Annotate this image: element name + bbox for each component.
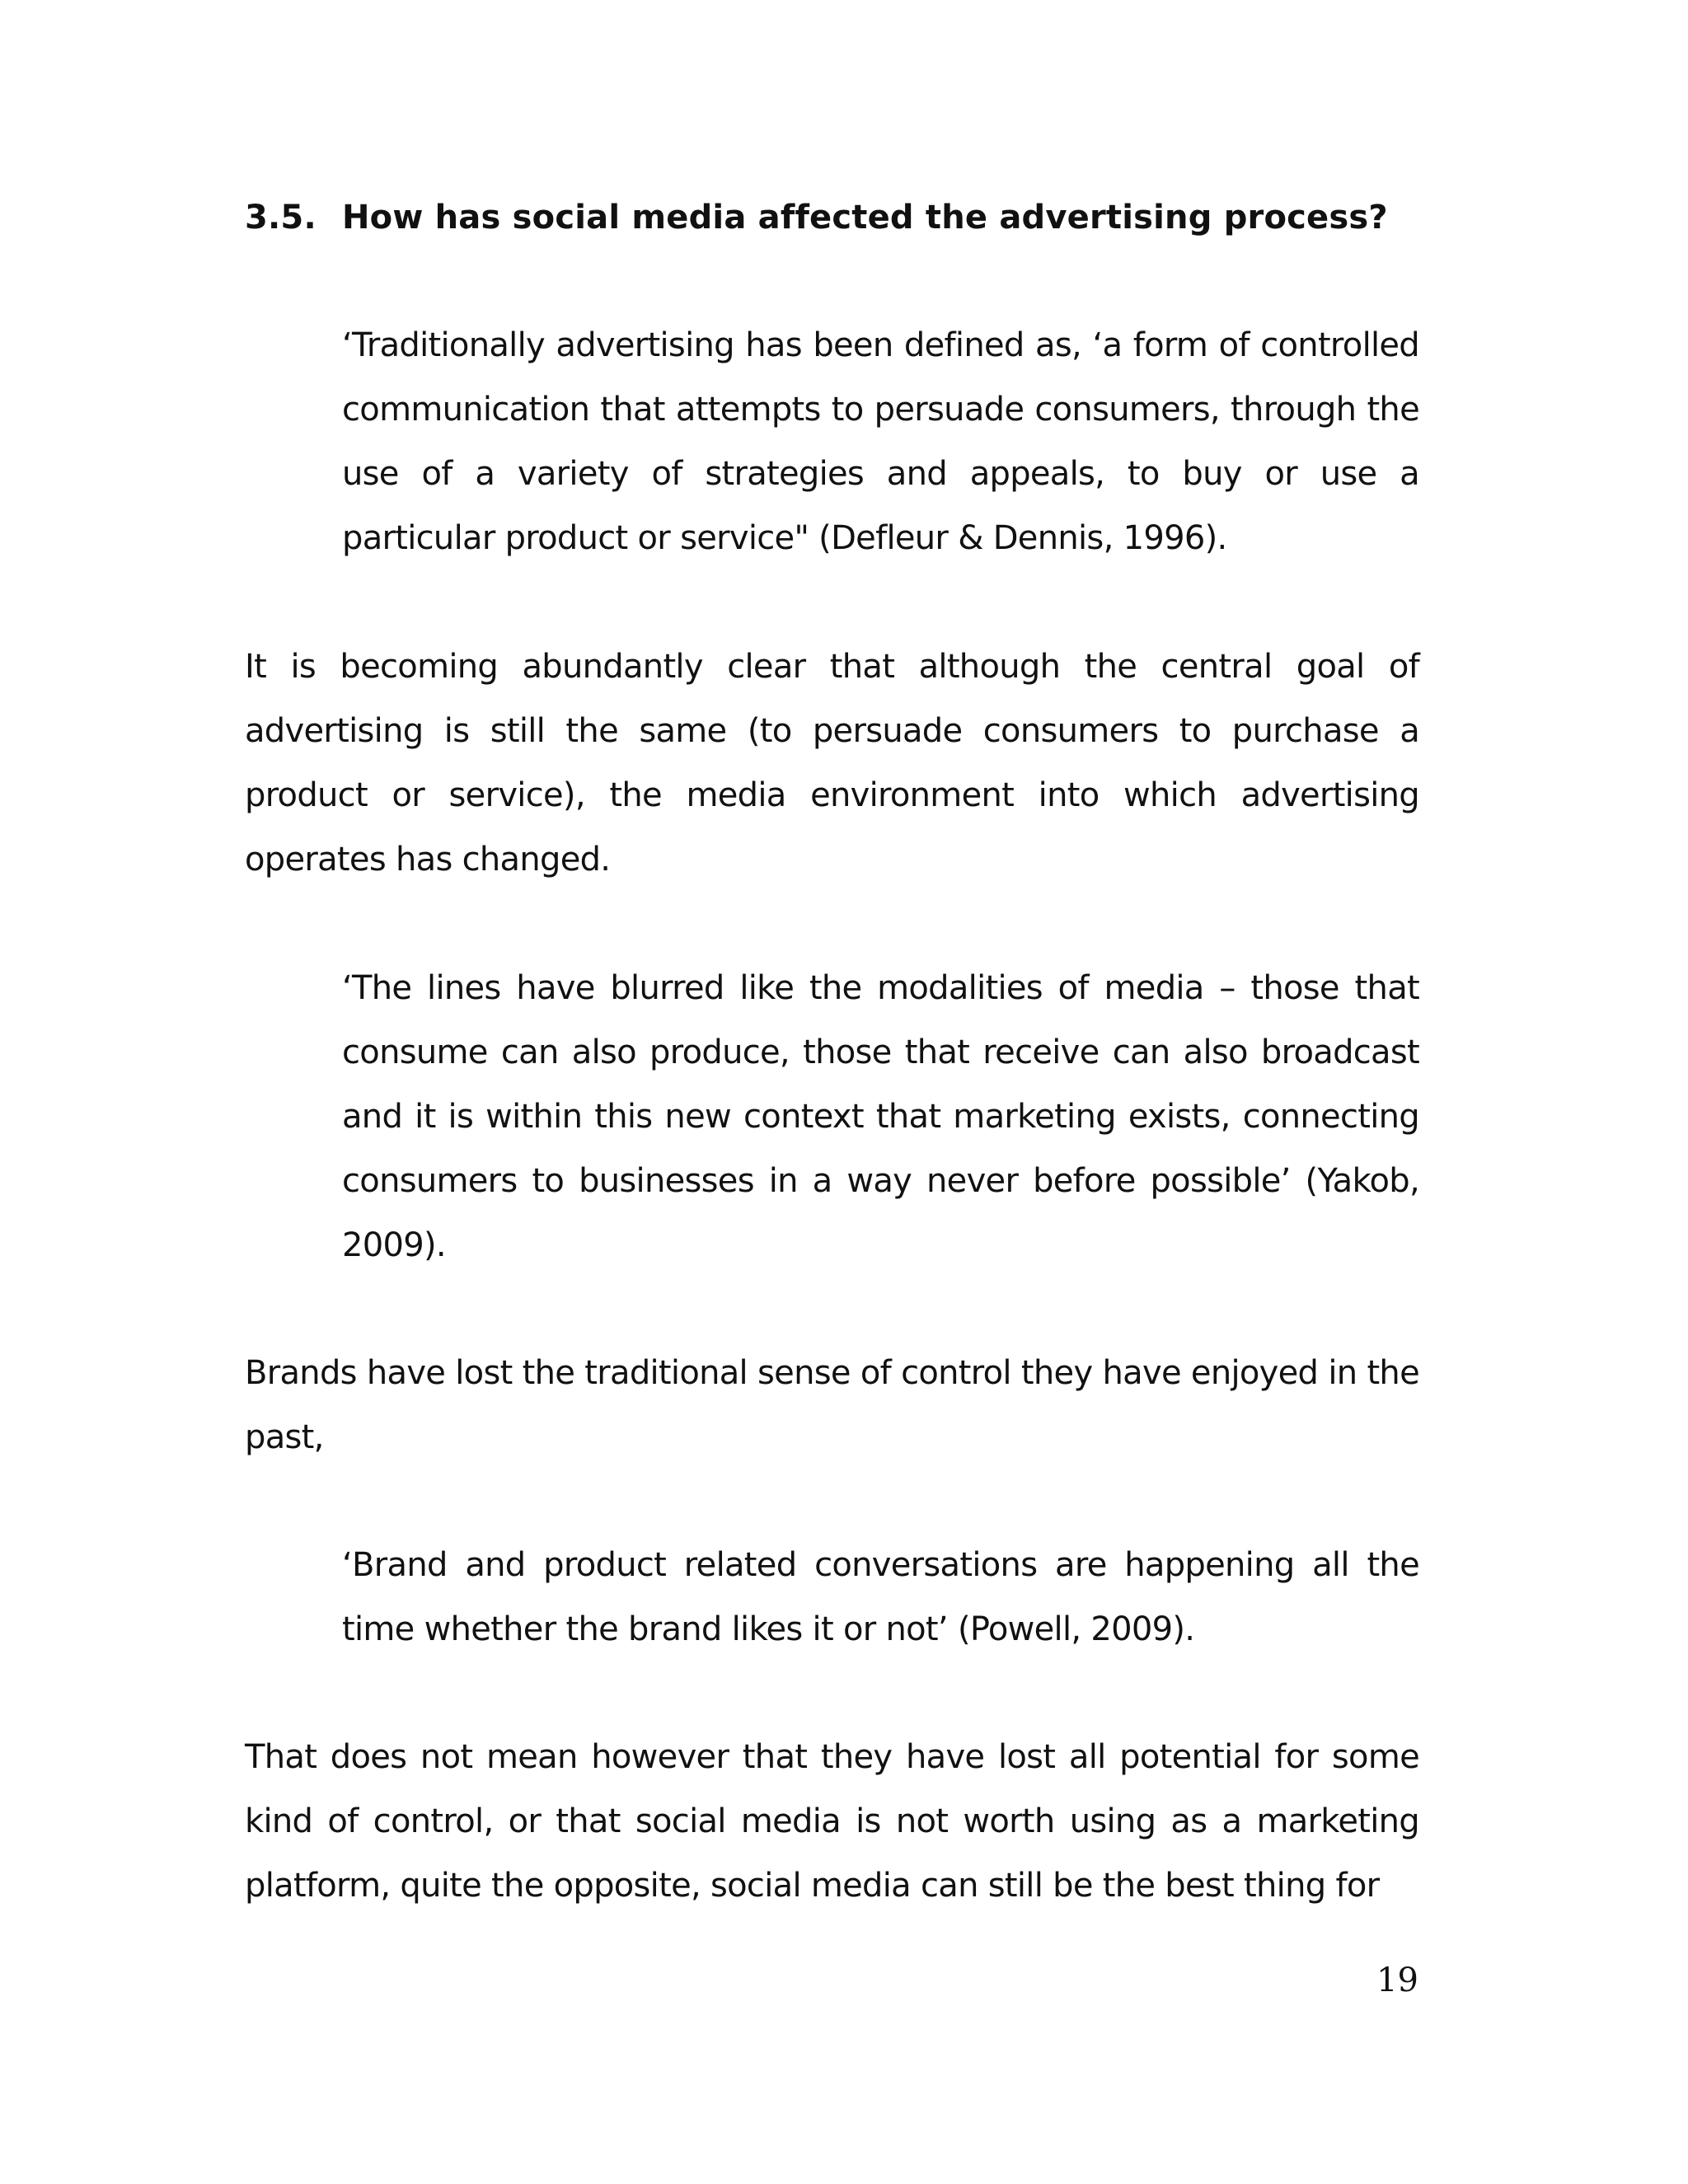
page-number: 19 bbox=[1376, 1961, 1418, 1999]
body-paragraph-social-media-platform: That does not mean however that they have lost all potential for some kind of control, or that social media is not worth using as a marketing platform, quite the opposite, social media can still be the best thing for bbox=[245, 1738, 1419, 1905]
section-title: How has social media affected the advertising process? bbox=[342, 199, 1388, 237]
block-quote-yakob: ‘The lines have blurred like the modalities of media – those that consume can also produce, those that receive can also broadcast and it is within this new context that marketing exists, connecting consumers to businesses in a way never before possible’ (Yakob, 2009). bbox=[342, 969, 1419, 1264]
body-paragraph-brands-control: Brands have lost the traditional sense of control they have enjoyed in the past, bbox=[245, 1354, 1419, 1456]
body-paragraph-advertising-goal: It is becoming abundantly clear that although the central goal of advertising is still the same (to persuade consumers to purchase a product or service), the media environment into which advertising operates has changed. bbox=[245, 648, 1419, 879]
block-quote-powell: ‘Brand and product related conversations are happening all the time whether the brand likes it or not’ (Powell, 2009). bbox=[342, 1546, 1419, 1648]
block-quote-defleur: ‘Traditionally advertising has been defined as, ‘a form of controlled communication that attempts to persuade consumers, through the use of a variety of strategies and appeals, to buy or use a particular product or service" (Defleur & Dennis, 1996). bbox=[342, 326, 1419, 557]
section-number: 3.5. bbox=[245, 199, 316, 237]
section-heading bbox=[245, 194, 1423, 241]
